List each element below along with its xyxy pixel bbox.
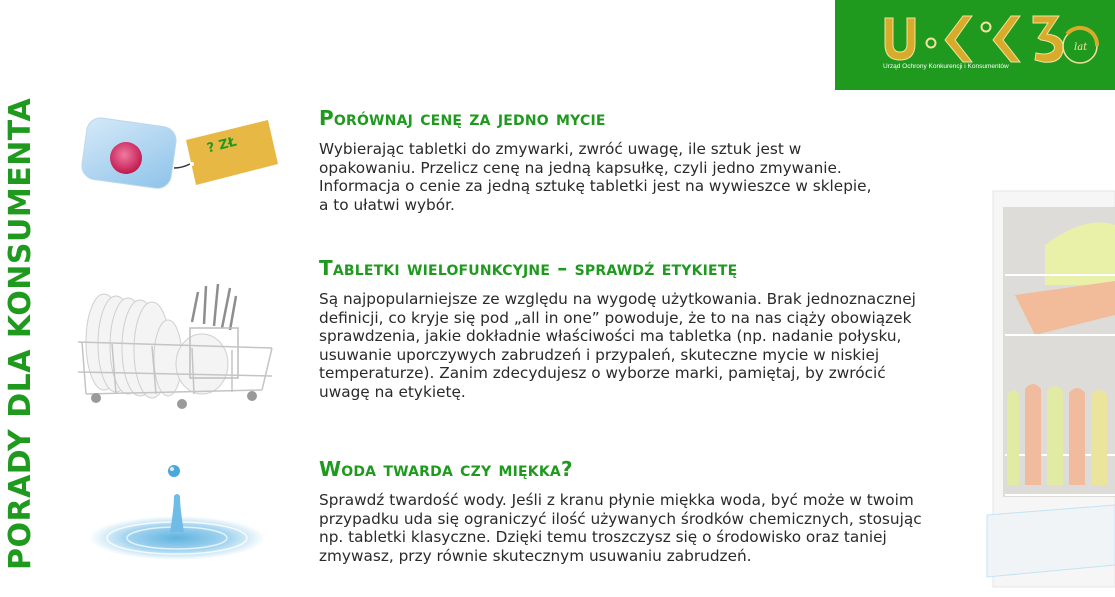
logo-caption: Urząd Ochrony Konkurencji i Konsumentów	[883, 63, 1009, 70]
section-body: Wybierając tabletki do zmywarki, zwróć uwagę, ile sztuk jest w opakowaniu. Przelicz cenę na jedną kapsułkę, czyli jedno zmywanie. Informacja o cenie za jedną sztukę tabletki jest na wywieszce w sklepie, a to ułatwi wybór.	[319, 140, 872, 214]
section-title: Porównaj cenę za jedno mycie	[319, 106, 606, 130]
section-body: Są najpopularniejsze ze względu na wygodę użytkowania. Brak jednoznacznej definicji, co kryje się pod „all in one” powoduje, że to na nas ciąży obowiązek sprawdzenia, jakie dokładnie właściwości ma tabletka (np. nadanie połysku, usuwanie uporczywych zabrudzeń i przypaleń, skuteczne mycie w niskiej temperaturze). Zanim zdecydujesz o wyborze marki, pamiętaj, by zwrócić uwagę na etykietę.	[319, 290, 916, 401]
dish-rack-icon	[72, 272, 292, 414]
tip-section-multifunction	[319, 256, 939, 402]
section-title: Woda twarda czy miękka?	[319, 457, 573, 481]
price-tag-label: ? ZŁ	[205, 134, 239, 157]
section-title: Tabletki wielofunkcyjne – sprawdź etykietę	[319, 256, 738, 280]
dishwasher-icon	[985, 185, 1115, 597]
svg-text:lat: lat	[1074, 42, 1088, 53]
water-drop-icon	[82, 458, 272, 564]
tip-section-water-hardness	[319, 457, 949, 565]
section-body: Sprawdź twardość wody. Jeśli z kranu płynie miękka woda, być może w twoim przypadku uda się ograniczyć ilość używanych środków chemicznych, stosując np. tabletki klasyczne. Dzięki temu troszczysz się o środowisko oraz taniej zmywasz, przy równie skutecznym usuwaniu zabrudzeń.	[319, 491, 922, 565]
uokik-30-logo	[835, 0, 1115, 90]
logo-mark-icon	[835, 0, 1115, 90]
dishwasher-tablet-icon	[78, 110, 288, 195]
tip-section-price	[319, 106, 879, 214]
side-title: PORADY DLA KONSUMENTA	[3, 97, 38, 570]
